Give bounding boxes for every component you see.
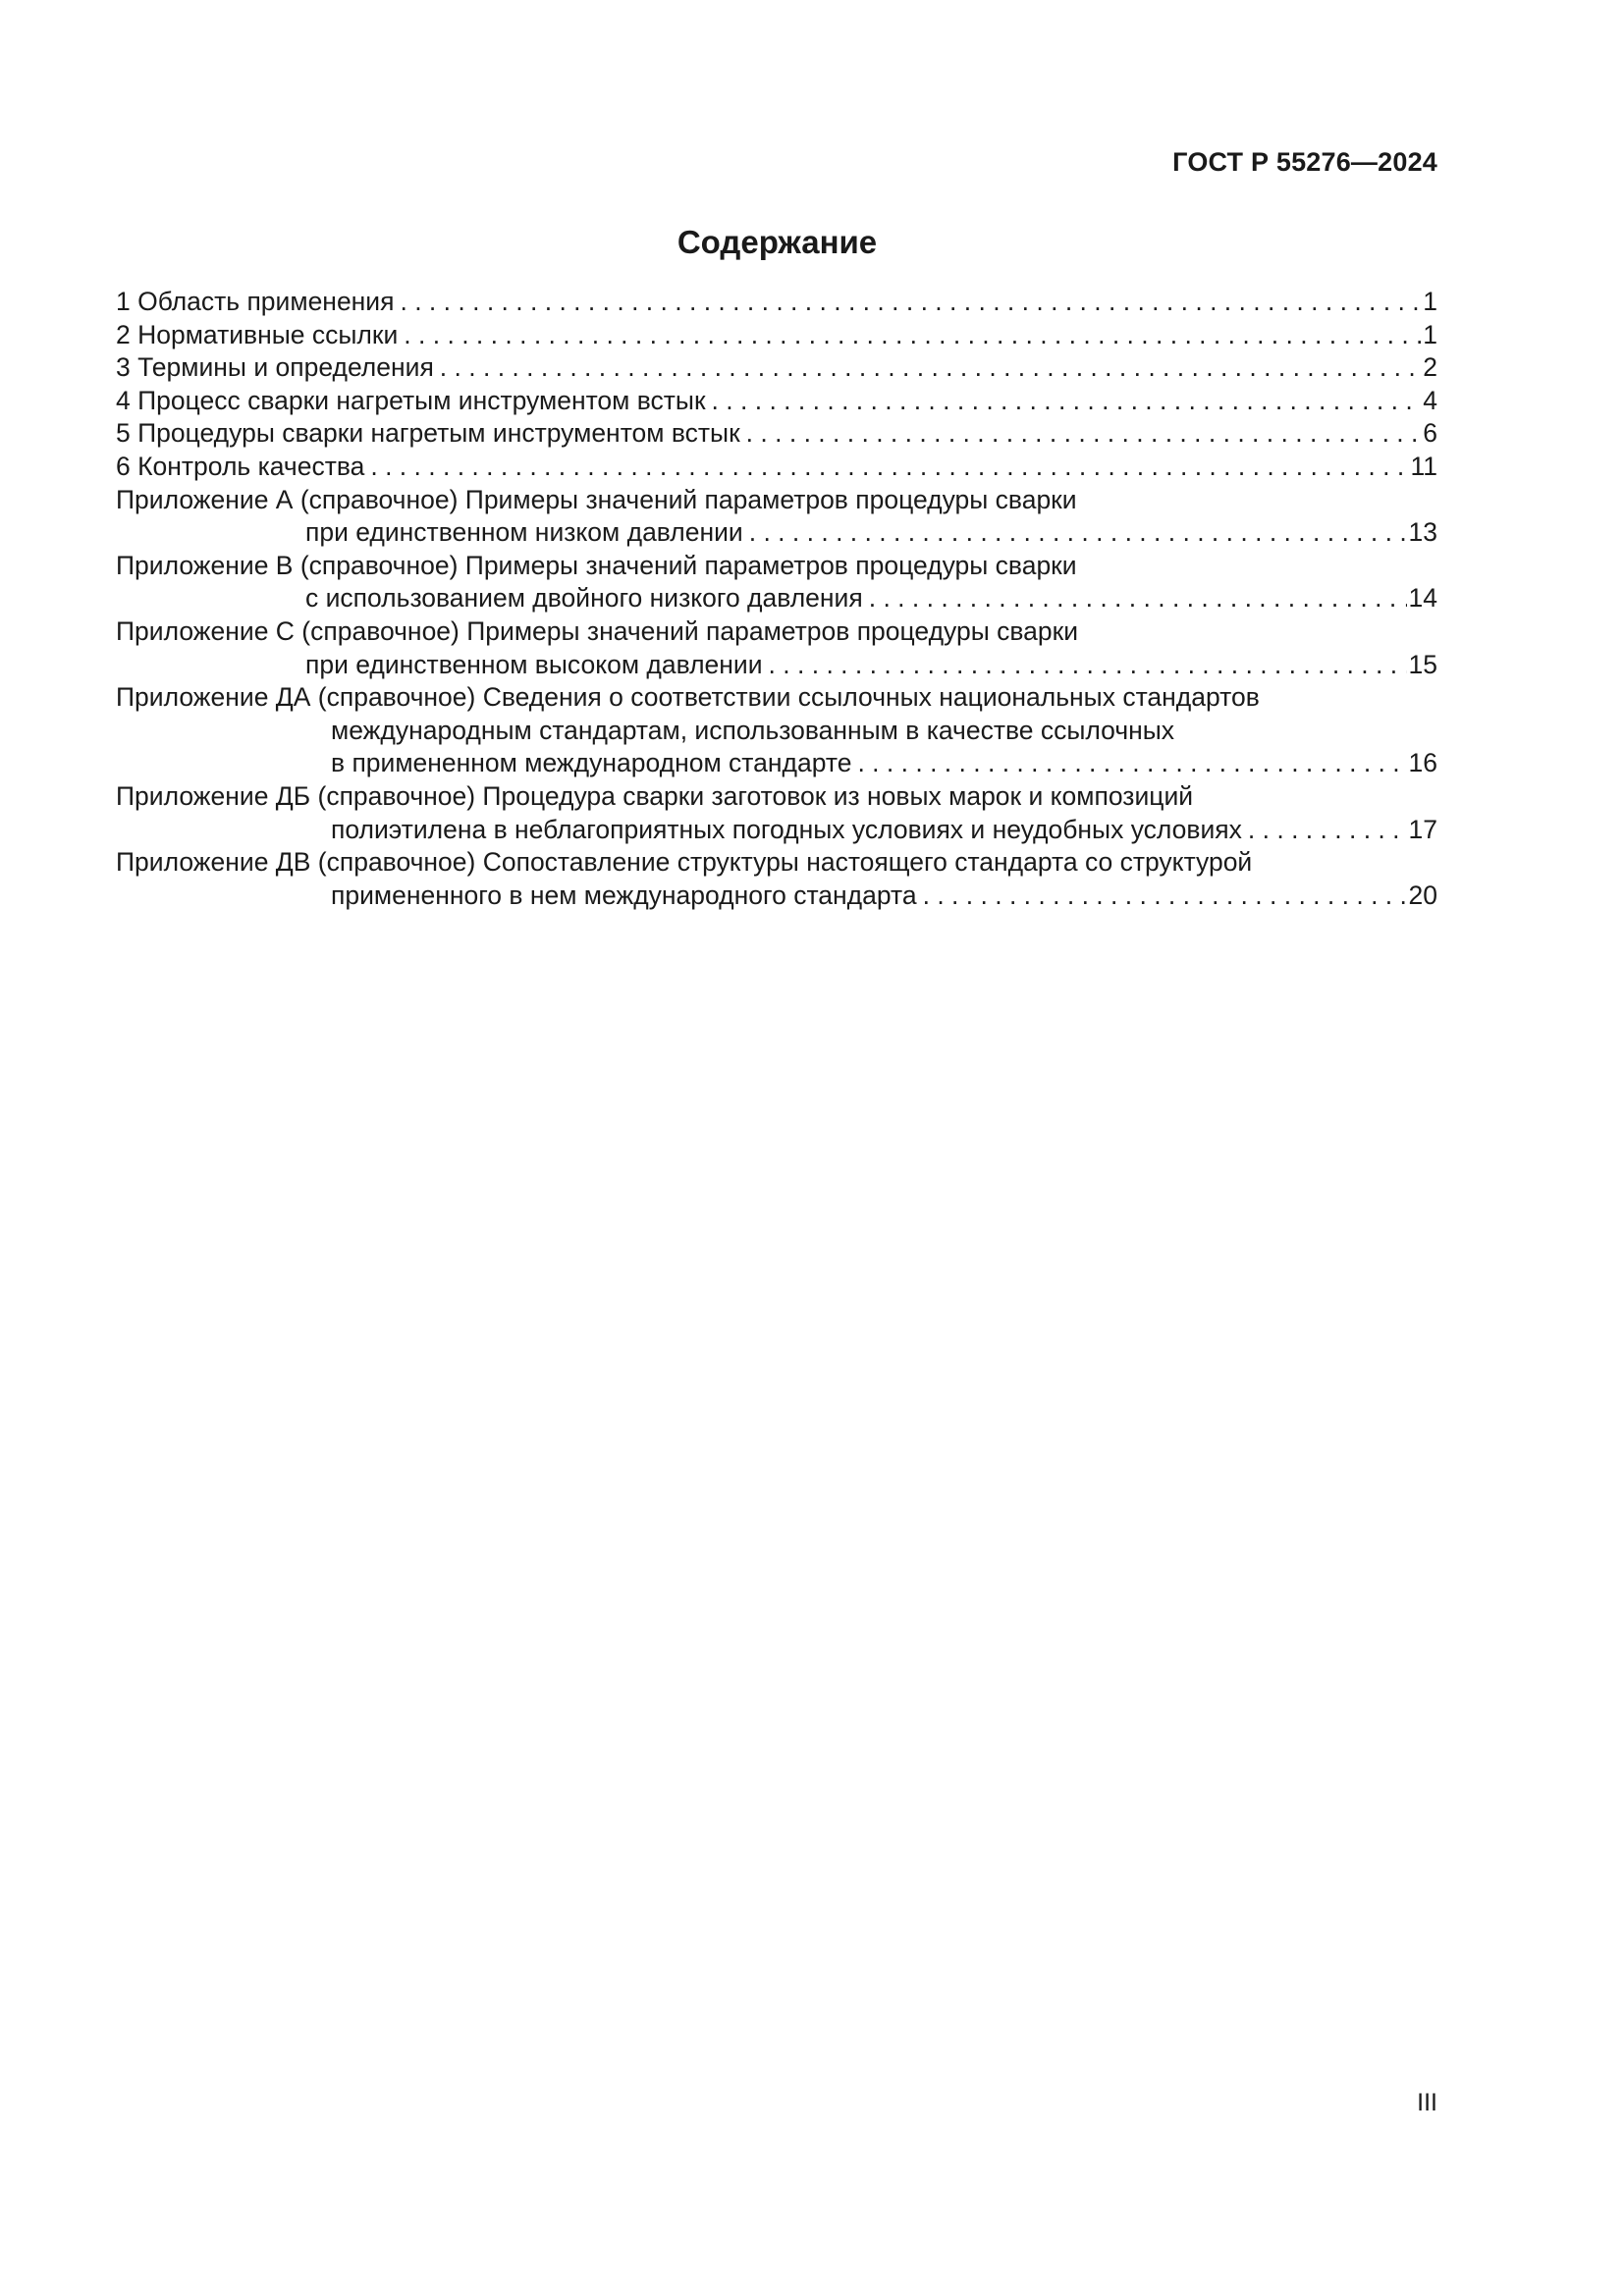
table-of-contents	[116, 286, 1437, 912]
toc-entry-line	[116, 385, 1437, 418]
dot-leader	[923, 880, 1407, 913]
toc-entry[interactable]	[116, 846, 1437, 912]
toc-entry-text: Приложение ДБ (справочное) Процедура сварки заготовок из новых марок и композиций	[116, 780, 1194, 811]
toc-entry-text: 6 Контроль качества	[116, 451, 365, 481]
dot-leader	[404, 319, 1421, 352]
toc-entry-page: 20	[1408, 880, 1437, 910]
dot-leader	[370, 451, 1408, 484]
toc-entry[interactable]	[116, 780, 1437, 846]
toc-entry-line	[116, 286, 1437, 319]
toc-entry-line	[116, 351, 1437, 385]
toc-entry-page: 11	[1410, 451, 1437, 481]
toc-entry-page: 17	[1408, 814, 1437, 844]
toc-entry-line	[116, 649, 1437, 682]
toc-entry[interactable]	[116, 417, 1437, 451]
toc-entry-line	[116, 715, 1437, 748]
toc-entry-line	[116, 417, 1437, 451]
toc-entry[interactable]	[116, 351, 1437, 385]
toc-entry-text: при единственном низком давлении	[305, 517, 743, 548]
toc-entry-text: 2 Нормативные ссылки	[116, 319, 399, 349]
dot-leader	[440, 351, 1421, 385]
toc-entry-line	[116, 681, 1437, 715]
toc-title: Содержание	[677, 224, 878, 260]
dot-leader	[1248, 814, 1407, 847]
toc-entry-text: полиэтилена в неблагоприятных погодных условиях и неудобных условиях	[331, 814, 1242, 844]
toc-entry-text: Приложение С (справочное) Примеры значений параметров процедуры сварки	[116, 615, 1079, 646]
toc-entry-text: Приложение А (справочное) Примеры значений параметров процедуры сварки	[116, 484, 1077, 514]
dot-leader	[869, 582, 1407, 615]
toc-entry[interactable]	[116, 484, 1437, 550]
toc-entry[interactable]	[116, 451, 1437, 484]
toc-entry-line	[116, 484, 1437, 517]
toc-entry[interactable]	[116, 550, 1437, 615]
toc-entry-text: примененного в нем международного стандарта	[331, 880, 917, 910]
toc-entry-page: 4	[1423, 385, 1437, 415]
toc-entry-page: 16	[1408, 748, 1437, 778]
toc-entry-text: Приложение В (справочное) Примеры значений параметров процедуры сварки	[116, 550, 1077, 580]
dot-leader	[746, 417, 1422, 451]
page-number: III	[1417, 2089, 1437, 2116]
toc-entry-page: 1	[1423, 287, 1437, 316]
toc-entry-text: международным стандартам, использованным в качестве ссылочных	[331, 715, 1175, 745]
toc-entry-line	[116, 747, 1437, 780]
toc-entry[interactable]	[116, 385, 1437, 418]
toc-entry-line	[116, 846, 1437, 880]
toc-entry-line	[116, 516, 1437, 550]
toc-entry-line	[116, 319, 1437, 352]
document-id: ГОСТ Р 55276—2024	[1172, 147, 1437, 177]
toc-entry-line	[116, 615, 1437, 649]
toc-entry-line	[116, 814, 1437, 847]
dot-leader	[769, 649, 1407, 682]
dot-leader	[712, 385, 1422, 418]
toc-entry-page: 14	[1408, 583, 1437, 614]
toc-entry-line	[116, 451, 1437, 484]
toc-entry-text: в примененном международном стандарте	[331, 748, 852, 778]
toc-entry-text: при единственном высоком давлении	[305, 649, 763, 679]
dot-leader	[400, 286, 1421, 319]
toc-entry-line	[116, 780, 1437, 814]
toc-entry-line	[116, 880, 1437, 913]
dot-leader	[857, 747, 1406, 780]
toc-entry-page: 1	[1423, 319, 1437, 349]
toc-entry-text: 5 Процедуры сварки нагретым инструментом встык	[116, 418, 740, 449]
toc-entry-text: 4 Процесс сварки нагретым инструментом встык	[116, 385, 706, 415]
toc-entry-text: Приложение ДА (справочное) Сведения о соответствии ссылочных национальных стандартов	[116, 682, 1260, 713]
toc-entry[interactable]	[116, 681, 1437, 780]
dot-leader	[749, 516, 1407, 550]
toc-entry-page: 2	[1423, 352, 1437, 383]
toc-entry-page: 13	[1408, 517, 1437, 548]
toc-entry-text: Приложение ДВ (справочное) Сопоставление структуры настоящего стандарта со структурой	[116, 847, 1253, 878]
toc-entry-page: 15	[1408, 649, 1437, 679]
toc-entry[interactable]	[116, 319, 1437, 352]
toc-entry-text: 1 Область применения	[116, 287, 395, 316]
toc-entry-text: с использованием двойного низкого давления	[305, 583, 863, 614]
toc-entry[interactable]	[116, 615, 1437, 681]
toc-entry-page: 6	[1423, 418, 1437, 449]
toc-entry-text: 3 Термины и определения	[116, 352, 434, 383]
toc-entry[interactable]	[116, 286, 1437, 319]
toc-entry-line	[116, 582, 1437, 615]
toc-entry-line	[116, 550, 1437, 583]
